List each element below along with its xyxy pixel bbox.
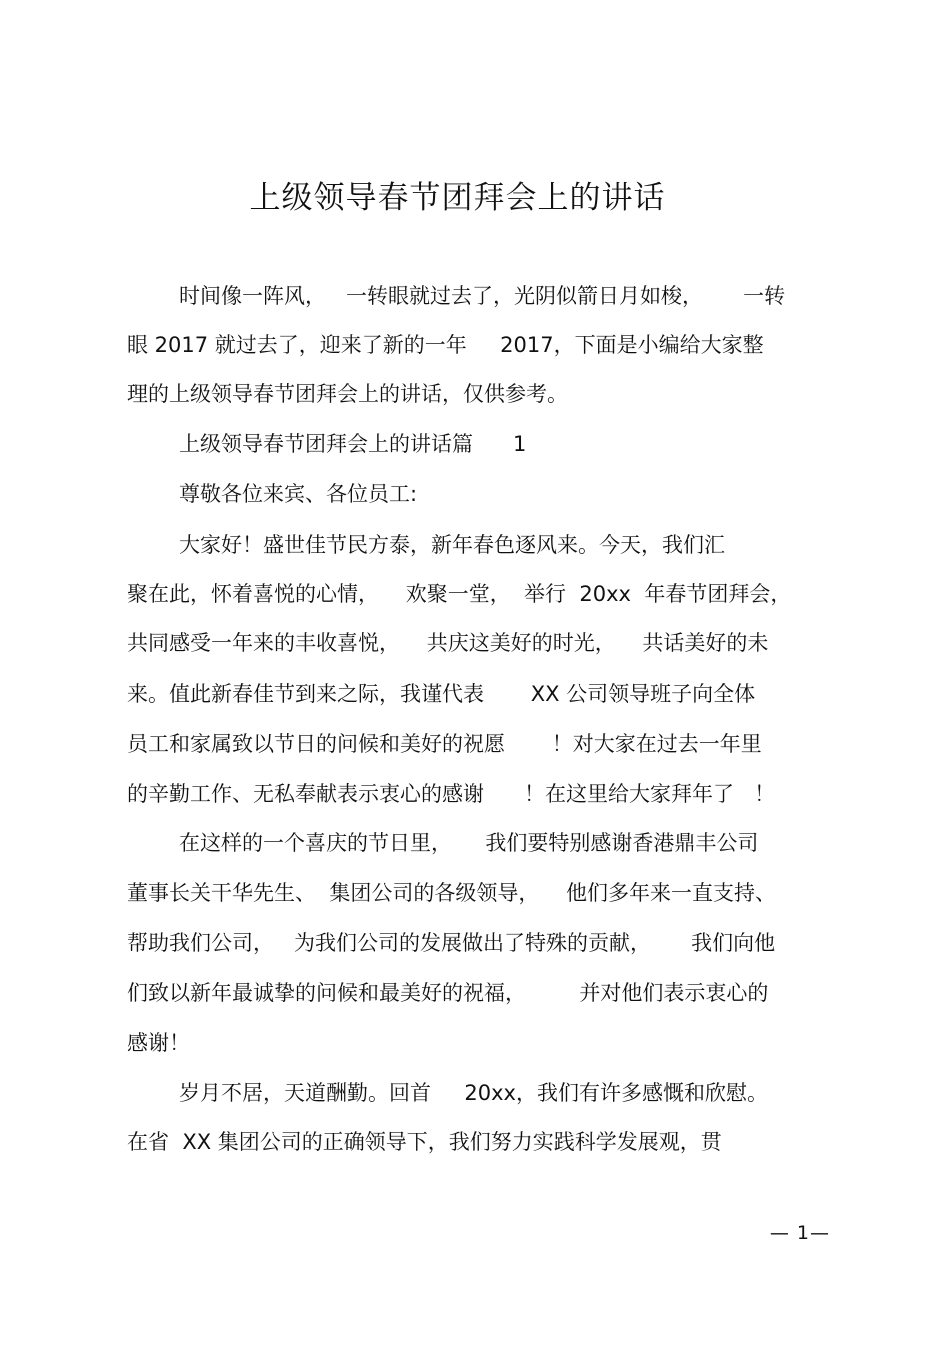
text-line: 员工和家属致以节日的问候和美好的祝愿 ！对大家在过去一年里 [127, 732, 762, 756]
section-heading: 上级领导春节团拜会上的讲话篇 1 [179, 432, 527, 456]
text-line: 在省 XX 集团公司的正确领导下，我们努力实践科学发展观，贯 [127, 1130, 722, 1154]
text-line: 帮助我们公司， 为我们公司的发展做出了特殊的贡献， 我们向他 [127, 931, 776, 955]
text-line: 感谢！ [127, 1031, 190, 1055]
text-line: 在这样的一个喜庆的节日里， 我们要特别感谢香港鼎丰公司 [179, 831, 759, 855]
salutation: 尊敬各位来宾、各位员工: [179, 482, 418, 506]
text-line: 眼 2017 就过去了，迎来了新的一年 2017，下面是小编给大家整 [127, 333, 764, 357]
text-line: 时间像一阵风， 一转眼就过去了，光阴似箭日月如梭， 一转 [179, 284, 786, 308]
text-line: 们致以新年最诚挚的问候和最美好的祝福， 并对他们表示衷心的 [127, 981, 769, 1005]
text-line: 岁月不居，天道酬勤。回首 20xx，我们有许多感慨和欣慰。 [179, 1081, 768, 1105]
text-line: 聚在此，怀着喜悦的心情， 欢聚一堂， 举行 20xx 年春节团拜会， [127, 582, 792, 606]
text-line: 的辛勤工作、无私奉献表示衷心的感谢 ！在这里给大家拜年了 ！ [127, 782, 776, 806]
text-line: 理的上级领导春节团拜会上的讲话，仅供参考。 [127, 382, 568, 406]
page-number: — 1— [769, 1222, 830, 1244]
text-line: 董事长关干华先生、 集团公司的各级领导， 他们多年来一直支持、 [127, 881, 777, 905]
text-line: 大家好！盛世佳节民方泰，新年春色逐风来。今天，我们汇 [179, 533, 725, 557]
document-title: 上级领导春节团拜会上的讲话 [249, 180, 666, 216]
text-line: 共同感受一年来的丰收喜悦， 共庆这美好的时光， 共话美好的未 [127, 631, 769, 655]
text-line: 来。值此新春佳节到来之际，我谨代表 XX 公司领导班子向全体 [127, 682, 756, 706]
